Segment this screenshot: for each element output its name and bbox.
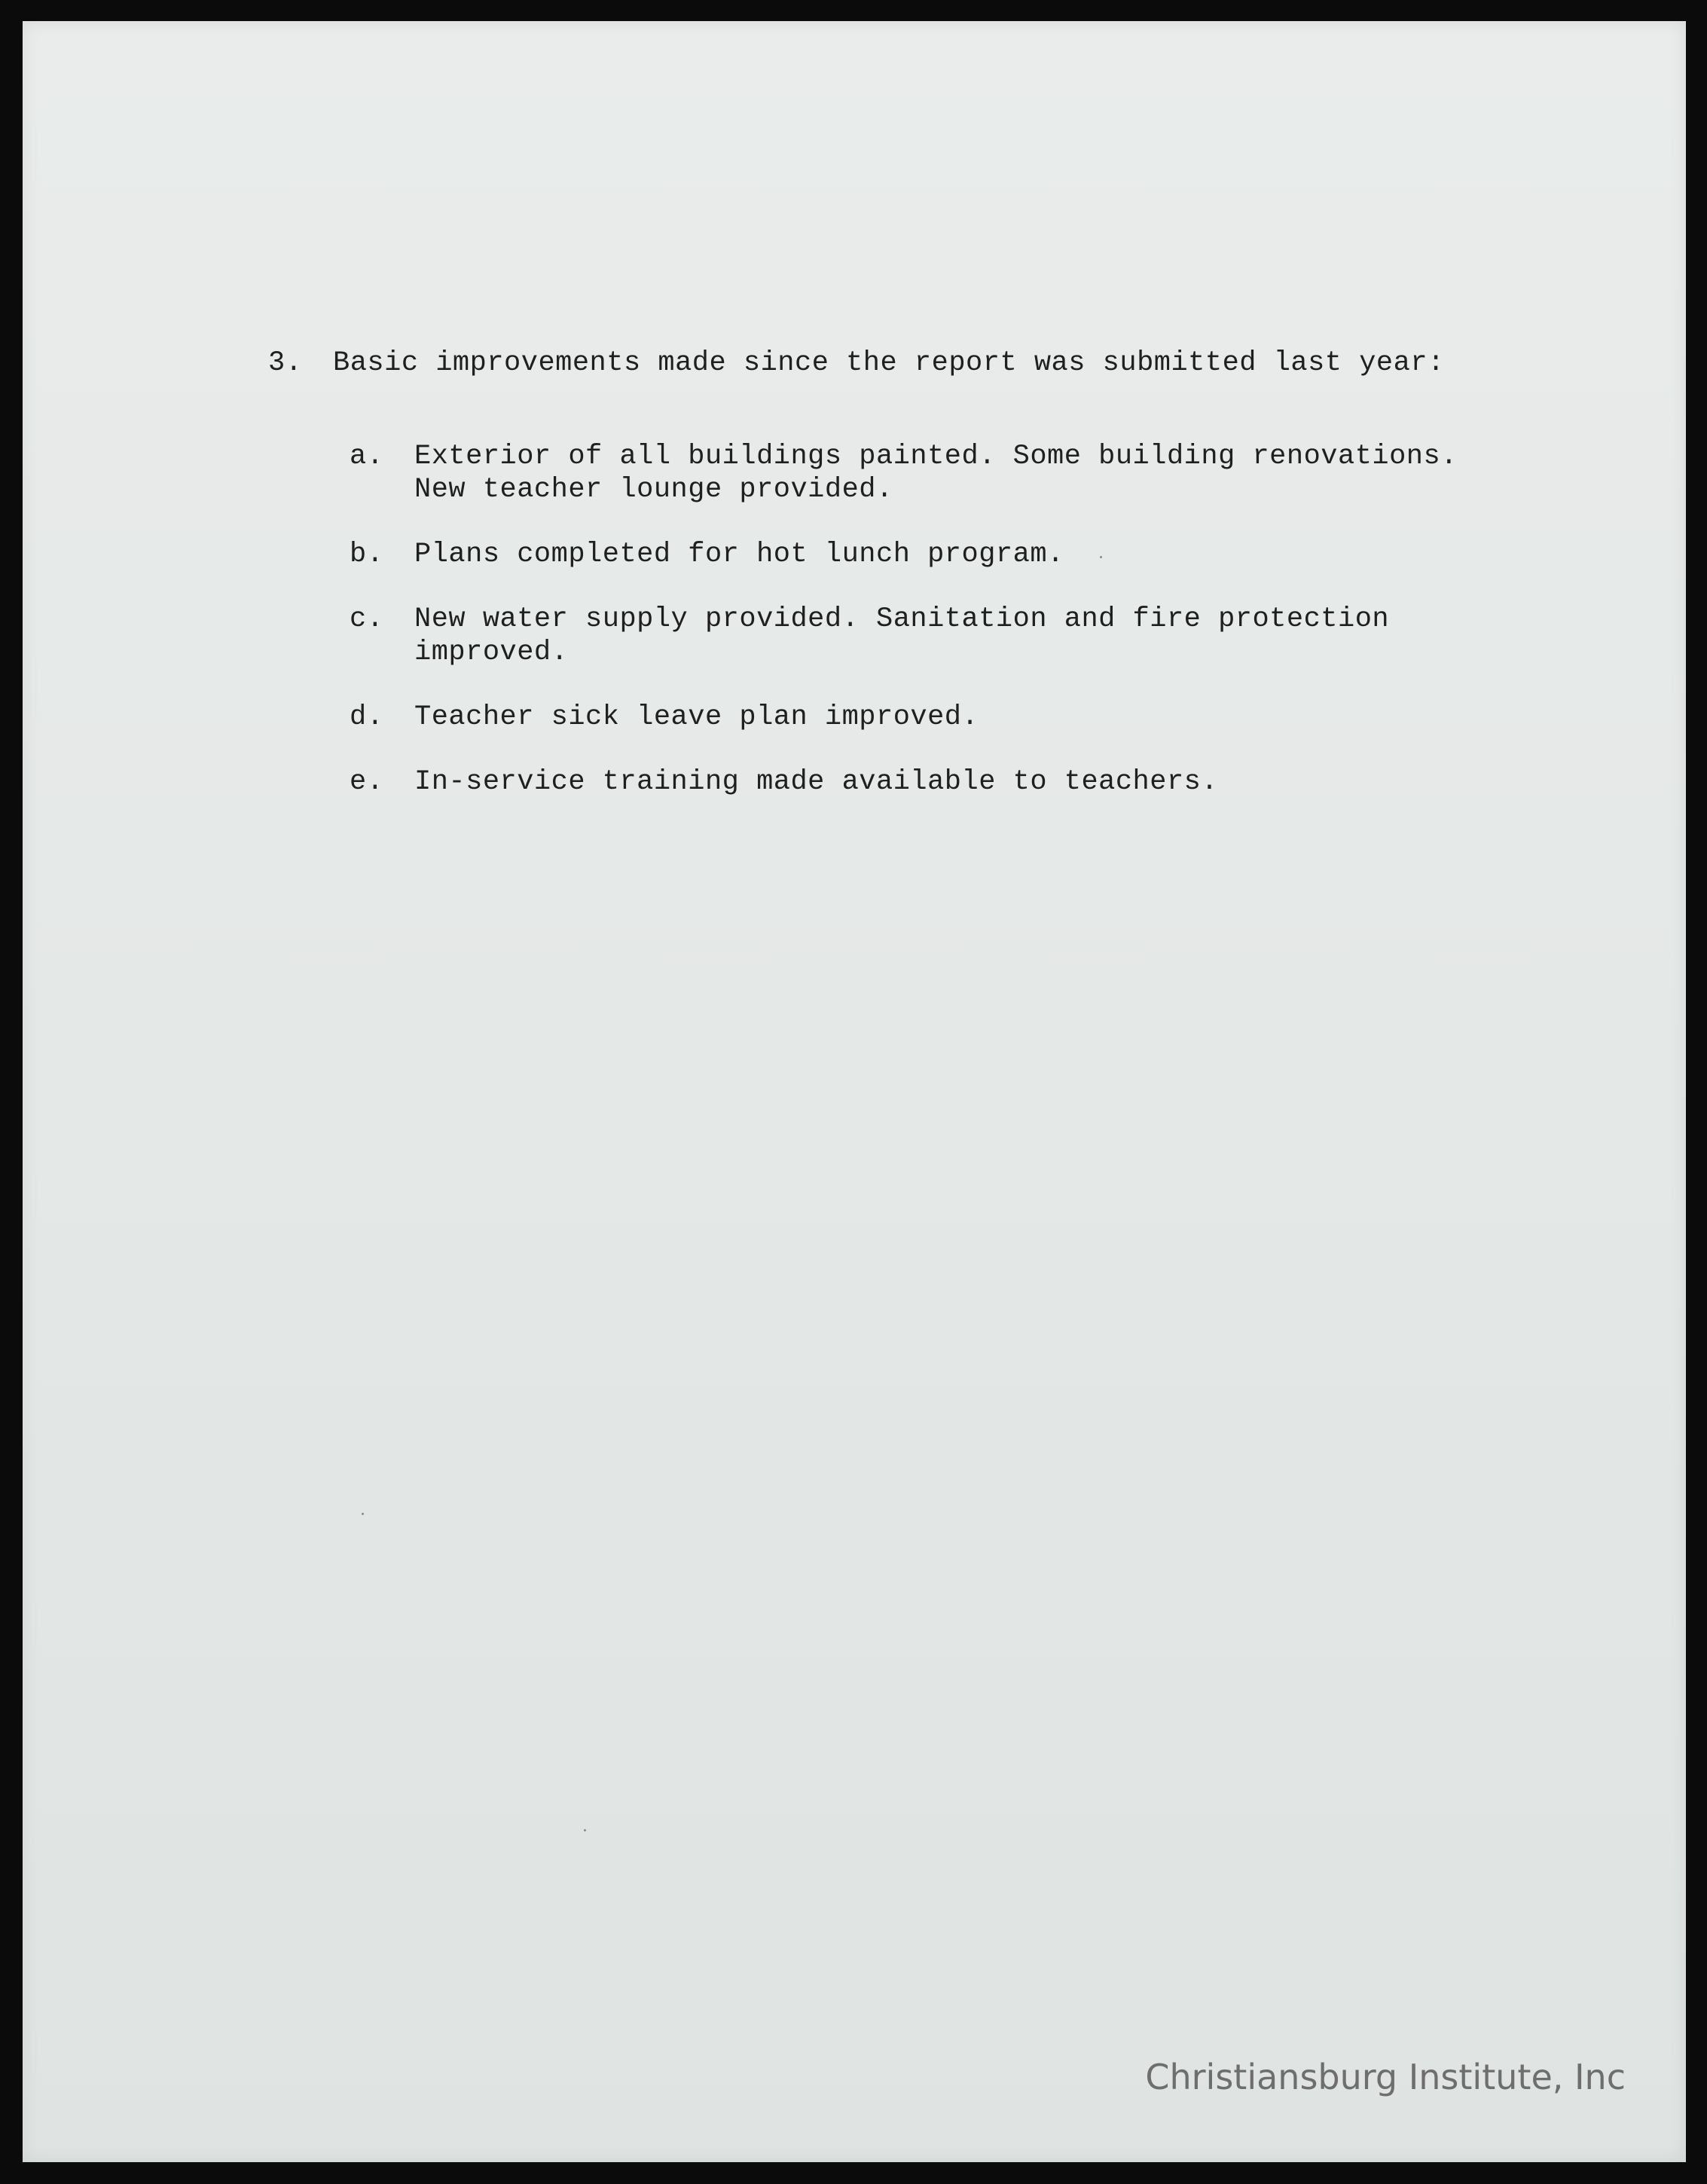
item-text-b: Plans completed for hot lunch program. <box>414 539 1064 570</box>
section-heading: Basic improvements made since the report was submitted last year: <box>333 347 1445 379</box>
item-letter-d: d. <box>350 701 384 733</box>
item-text-c: New water supply provided. Sanitation and fire protection improved. <box>414 603 1390 668</box>
item-text-e: In-service training made available to teachers. <box>414 766 1219 798</box>
item-text-a: Exterior of all buildings painted. Some building renovations. New teacher lounge provided. <box>414 441 1458 506</box>
archive-watermark: Christiansburg Institute, Inc <box>1145 2057 1626 2097</box>
paper-speck <box>584 1829 586 1831</box>
item-text-d: Teacher sick leave plan improved. <box>414 701 979 733</box>
section-number: 3. <box>268 347 303 379</box>
item-letter-a: a. <box>350 441 384 472</box>
paper-speck <box>362 1513 364 1515</box>
paper-speck <box>1100 556 1102 558</box>
item-letter-b: b. <box>350 539 384 570</box>
item-letter-e: e. <box>350 766 384 798</box>
paper-sheet <box>23 21 1686 2162</box>
item-letter-c: c. <box>350 603 384 635</box>
